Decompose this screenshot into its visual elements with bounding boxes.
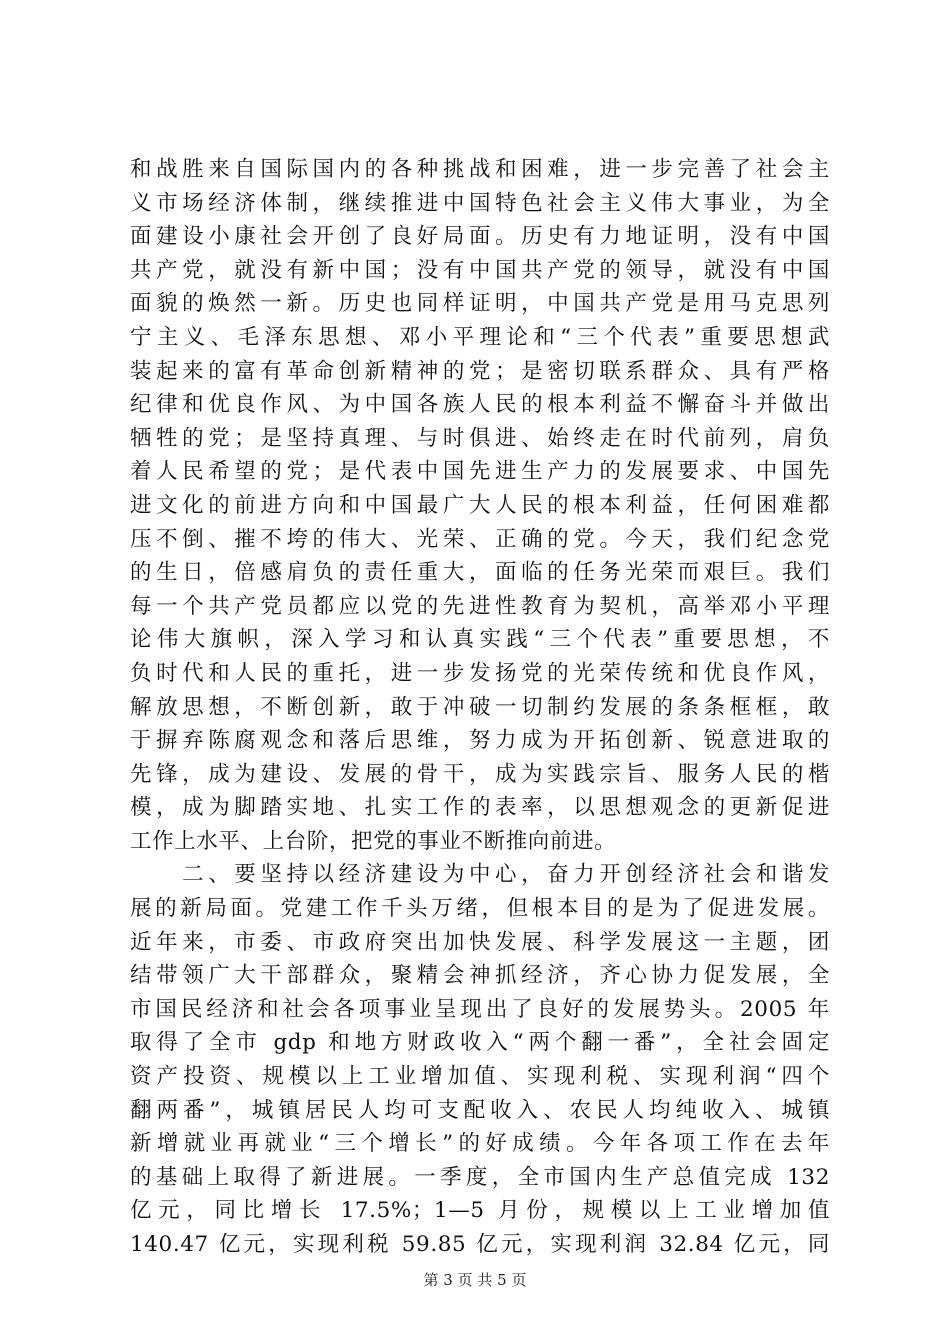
text-line: 负时代和人民的重托，进一步发扬党的光荣传统和优良作风， [130,660,830,686]
text-line: 每一个共产党员都应以党的先进性教育为契机，高举邓小平理 [130,593,830,619]
text-line: 共产党，就没有新中国；没有中国共产党的领导，就没有中国 [130,257,830,283]
text-line: 压不倒、摧不垮的伟大、光荣、正确的党。今天，我们纪念党 [130,526,830,552]
text-line: 新增就业再就业“三个增长”的好成绩。今年各项工作在去年 [130,1131,830,1157]
text-line: 解放思想，不断创新，敢于冲破一切制约发展的条条框框，敢 [130,694,830,720]
text-line: 模，成为脚踏实地、扎实工作的表率，以思想观念的更新促进 [130,795,830,821]
text-line: 取得了全市 gdp 和地方财政收入“两个翻一番”，全社会固定 [130,1030,830,1056]
text-line: 装起来的富有革命创新精神的党；是密切联系群众、具有严格 [130,358,830,384]
text-line: 翻两番”，城镇居民人均可支配收入、农民人均纯收入、城镇 [130,1097,830,1123]
text-line: 近年来，市委、市政府突出加快发展、科学发展这一主题，团 [130,929,830,955]
text-line: 先锋，成为建设、发展的骨干，成为实践宗旨、服务人民的楷 [130,761,830,787]
document-body [130,153,830,1262]
text-line: 市国民经济和社会各项事业呈现出了良好的发展势头。2005 年 [130,996,830,1022]
text-line: 于摒弃陈腐观念和落后思维，努力成为开拓创新、锐意进取的 [130,728,830,754]
text-line: 工作上水平、上台阶，把党的事业不断推向前进。 [130,828,617,854]
text-line: 和战胜来自国际国内的各种挑战和困难，进一步完善了社会主 [130,157,830,182]
text-line: 面貌的焕然一新。历史也同样证明，中国共产党是用马克思列 [130,291,830,317]
text-line: 亿元，同比增长 17.5%；1—5 月份，规模以上工业增加值 [130,1198,830,1224]
text-line: 的生日，倍感肩负的责任重大，面临的任务光荣而艰巨。我们 [130,560,830,586]
text-line: 着人民希望的党；是代表中国先进生产力的发展要求、中国先 [130,459,830,485]
text-line: 论伟大旗帜，深入学习和认真实践“三个代表”重要思想，不 [130,627,830,653]
text-line: 展的新局面。党建工作千头万绪，但根本目的是为了促进发展。 [130,896,830,922]
text-line: 二、要坚持以经济建设为中心，奋力开创经济社会和谐发 [130,862,830,888]
text-line: 面建设小康社会开创了良好局面。历史有力地证明，没有中国 [130,224,830,250]
text-line: 牺牲的党；是坚持真理、与时俱进、始终走在时代前列，肩负 [130,425,830,451]
text-line: 结带领广大干部群众，聚精会神抓经济，齐心协力促发展，全 [130,963,830,989]
text-line: 资产投资、规模以上工业增加值、实现利税、实现利润“四个 [130,1064,830,1090]
text-line: 义市场经济体制，继续推进中国特色社会主义伟大事业，为全 [130,190,830,216]
text-line: 的基础上取得了新进展。一季度，全市国内生产总值完成 132 [130,1164,830,1190]
page-number-footer: 第 3 页 共 5 页 [423,1271,527,1289]
text-line: 140.47 亿元，实现利税 59.85 亿元，实现利润 32.84 亿元，同 [130,1232,830,1257]
text-line: 宁主义、毛泽东思想、邓小平理论和“三个代表”重要思想武 [130,324,830,350]
text-line: 进文化的前进方向和中国最广大人民的根本利益，任何困难都 [130,492,830,518]
text-line: 纪律和优良作风、为中国各族人民的根本利益不懈奋斗并做出 [130,392,830,418]
